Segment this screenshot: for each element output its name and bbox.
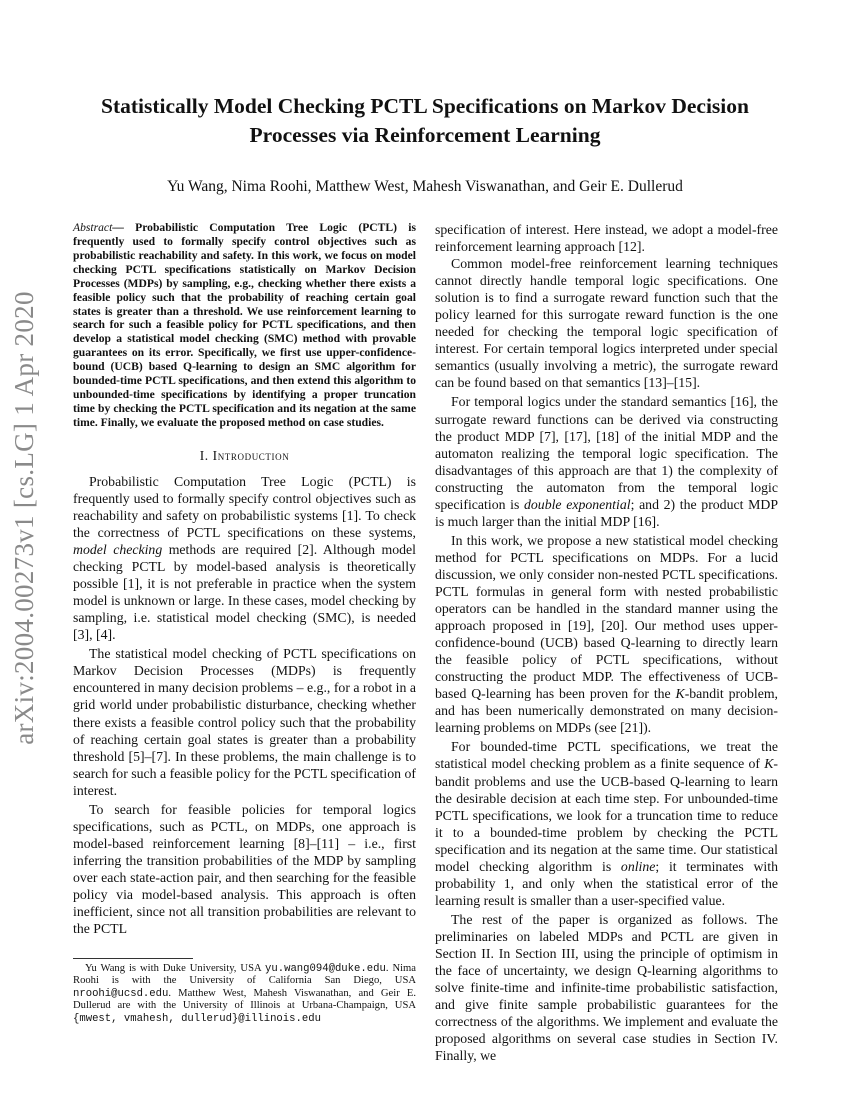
- intro-paragraph-7: For bounded-time PCTL specifications, we treat the statistical model checking problem as a finite sequence of K-bandit problems and use the UCB-based Q-learning to learn the desirable decision at each time step. For unbounded-time PCTL specifications, we look for a truncation time to reduce it to a bounded-time problem by checking the PCTL specification and its negation at the same time. Our statistical model checking algorithm is online; it terminates with probability 1, and only when the statistical error of the learning result is smaller than a user-specified value.: [435, 739, 778, 908]
- email-link-yu-wang[interactable]: yu.wang094@duke.edu: [265, 963, 386, 975]
- footnotes: [73, 958, 416, 1025]
- left-column: [73, 221, 416, 937]
- right-column: [435, 221, 778, 1064]
- intro-paragraph-8: The rest of the paper is organized as follows. The preliminaries on labeled MDPs and PCTL are given in Section II. In Section III, using the principle of optimism in the face of uncertainty, we design Q-learning algorithms to solve finite-time and infinite-time probabilistic satisfaction, and give finite sample probabilistic guarantees for the correctness of the algorithms. We implement and evaluate the proposed algorithms on several case studies in Section IV. Finally, we: [435, 911, 778, 1064]
- intro-paragraph-3-continued: specification of interest. Here instead, we adopt a model-free reinforcement learning approach [12].: [435, 222, 778, 255]
- abstract: [73, 221, 416, 430]
- intro-paragraph-2: The statistical model checking of PCTL specifications on Markov Decision Processes (MDPs) is frequently encountered in many decision problems – e.g., for a robot in a grid world under probabilistic disturbance, checking whether there exists a feasible control policy such that the probability of reaching certain goal states is greater than a probability threshold [5]–[7]. In these problems, the main challenge is to search for such a feasible policy for the PCTL specification of interest.: [73, 646, 416, 798]
- footnote-affiliations: Yu Wang is with Duke University, USA yu.wang094@duke.edu. Nima Roohi is with the University of California San Diego, USA nroohi@ucsd.edu. Matthew West, Mahesh Viswanathan, and Geir E. Dullerud are with the University of Illinois at Urbana-Champaign, USA {mwest, vmahesh, dullerud}@illinois.edu: [73, 963, 416, 1025]
- author-list: Yu Wang, Nima Roohi, Matthew West, Mahesh Viswanathan, and Geir E. Dullerud: [167, 178, 683, 195]
- intro-paragraph-6: In this work, we propose a new statistical model checking method for PCTL specifications on MDPs. For a lucid discussion, we only consider non-nested PCTL specifications. PCTL formulas in general form with nested probabilistic operators can be handled in the standard manner using the approach proposed in [19], [20]. Our method uses upper-confidence-bound (UCB) based Q-learning to directly learn the feasible policy of PCTL specifications, without constructing the product MDP. The effectiveness of UCB-based Q-learning has been proven for the K-bandit problem, and has been numerically demonstrated on many decision-learning problems on MDPs (see [21]).: [435, 532, 778, 736]
- footnote-rule: [73, 958, 193, 959]
- abstract-label: Abstract: [73, 221, 113, 234]
- intro-paragraph-3: To search for feasible policies for temporal logics specifications, such as PCTL, on MDPs, one approach is model-based reinforcement learning [8]–[11] – i.e., first inferring the transition probabilities of the MDP by sampling over each state-action pair, and then searching for the feasible policy via model-based analysis. This approach is often inefficient, since not all transition probabilities are relevant to the PCTL: [73, 801, 416, 937]
- intro-paragraph-5: For temporal logics under the standard semantics [16], the surrogate reward functions can be derived via constructing the product MDP [7], [17], [18] of the initial MDP and the automaton realizing the temporal logic specification. The disadvantages of this approach are that 1) the complexity of constructing the automaton from the temporal logic specification is double exponential; and 2) the product MDP is much larger than the initial MDP [16].: [435, 394, 778, 529]
- section-heading-introduction: I. Introduction: [199, 447, 290, 463]
- intro-paragraph-1: Probabilistic Computation Tree Logic (PCTL) is frequently used to formally specify control objectives such as reachability and safety on probabilistic systems [1]. To check the correctness of PCTL specifications on these systems, model checking methods are required [2]. Although model checking PCTL by model-based analysis is theoretically possible [1], it is not preferable in practice when the system model is unknown or large. In these cases, model checking by sampling, i.e. statistical model checking (SMC), is needed [3], [4].: [73, 473, 416, 643]
- email-link-illinois[interactable]: {mwest, vmahesh, dullerud}@illinois.edu: [73, 1012, 321, 1025]
- arxiv-identifier-stamp: arXiv:2004.00273v1 [cs.LG] 1 Apr 2020: [9, 291, 39, 745]
- abstract-text: — Probabilistic Computation Tree Logic (PCTL) is frequently used to formally specify control objectives such as probabilistic reachability and safety. In this work, we focus on model checking PCTL specifications statistically on Markov Decision Processes (MDPs) by sampling, e.g., checking whether there exists a feasible policy such that the probability of reaching certain goal states is greater than a threshold. We use reinforcement learning to search for such a feasible policy for PCTL specifications, and then develop a statistical model checking (SMC) method with provable guarantees on its error. Specifically, we first use upper-confidence-bound (UCB) based Q-learning to design an SMC algorithm for bounded-time PCTL specifications, and then extend this algorithm to unbounded-time specifications by identifying a proper truncation time by checking the PCTL specification and its negation at the same time. Finally, we evaluate the proposed method on case studies.: [73, 221, 416, 429]
- intro-paragraph-4: Common model-free reinforcement learning techniques cannot directly handle temporal logic specifications. One solution is to find a surrogate reward function such that the policy learned for this surrogate reward function is the one needed for checking the temporal logic specification of interest. For certain temporal logics interpreted under special semantics (usually involving a metric), the surrogate reward can be found based on that semantics [13]–[15].: [435, 256, 778, 391]
- email-link-nima-roohi[interactable]: nroohi@ucsd.edu: [73, 987, 169, 1000]
- paper-title: Statistically Model Checking PCTL Specifications on Markov Decision Processes via Reinforcement Learning: [101, 94, 749, 147]
